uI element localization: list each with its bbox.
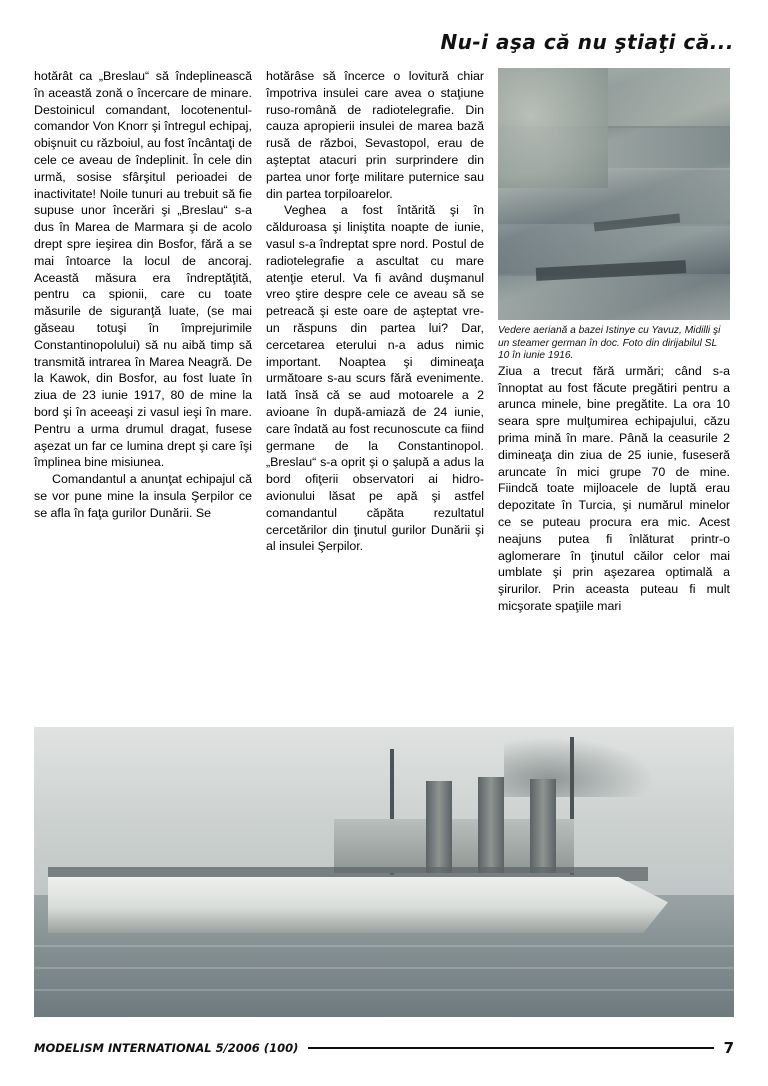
paragraph: Ziua a trecut fără urmări; când s-a înnoptat au fost făcute pregătiri pentru a arunca minele, bine pregătite. La ora 10 seara spre mulţumirea echipajului, căzu prima mină în mare. Până la ceasurile 2 dimineaţa din ziua de 25 iunie, fuseseră aruncate în mici grupe 70 de mine. Fiindcă toate mijloacele de luptă erau depozitate în Turcia, şi numărul minelor ce se puteau procura era mic. Acest neajuns putea fi înlăturat printr-o aglomerare în ţinutul căilor celor mai umblate şi prin aşezarea optimală a şirurilor. Prin aceasta puteau fi mult micşorate spaţiile mari: [498, 363, 730, 613]
paragraph: hotărâse să încerce o lovitură chiar împotriva insulei care avea o staţiune ruso-română de radiotelegrafie. Din cauza apropierii insulei de marea bază rusă de război, Sevastopol, erau de aşteptat atacuri prin surprindere din partea unor forţe militare puternice sau din partea torpiloarelor.: [266, 69, 484, 201]
aerial-photo-istinye-bay: [498, 68, 730, 320]
page-header: [34, 28, 734, 62]
paragraph: Comandantul a anunţat echipajul că se vor pune mine la insula Şerpilor ce se afla în faţa gurilor Dunării. Se: [34, 472, 252, 520]
photo-caption-top: Vedere aeriană a bazei Istinye cu Yavuz, Midilli şi un steamer german în doc. Foto din dirijabilul SL 10 în iunie 1916.: [498, 325, 721, 362]
article-columns: [34, 68, 734, 728]
column-two: [266, 68, 484, 728]
paragraph: Veghea a fost întărită şi în călduroasa şi liniştita noapte de iunie, vasul s-a îndreptat spre nord. Postul de radiotelegrafie a ascultat cu mare atenţie eterul. Va fi având duşmanul vreo ştire despre cele ce aveau să se petreacă şi este oare de aşteptat vre-un răspuns din partea lui? Dar, cercetarea eterului n-a adus nimic important. Noaptea şi dimineaţa următoare s-au scurs fără evenimente. Iată însă că se aud motoarele a 2 avioane în după-amiază de 24 iunie, care îndată au fost recunoscute ca fiind germane de la Constantinopol. „Breslau“ s-a oprit şi o şalupă a adus la bord ofiţerii observatori ai hidro-avionului lăsat pe apă şi astfel comandantul căpăta rezultatul cercetărilor din ţinutul gurilor Dunării şi al insulei Şerpilor.: [266, 203, 484, 554]
column-one: [34, 68, 252, 728]
paragraph: hotărât ca „Breslau“ să îndeplinească în această zonă o încercare de minare. Destoinicul comandant, locotenentul-comandor Von Knorr şi întregul echipaj, obişnuit cu războiul, au fost încântaţi de cele ce aveau de îndeplinit. În cele din urmă, sosise sfârşitul perioadei de inactivitate! Noile tunuri au trebuit să fie supuse unor încerări şi „Breslau“ s-a dus în Marea de Marmara şi de acolo drept spre ieşirea din Bosfor, fără a se mai întoarce la locul de ancoraj. Această măsura era îndreptăţită, pentru ca spionii, care cu toate măsurile de siguranţă luate, (se mai găseau totuşi în împrejurimile Constantinopolului) să nu aibă timp să transmită intrarea în Marea Neagră. De la Kawok, din Bosfor, au fost luate în ziua de 23 iunie 1917, 80 de mine la bord şi în aceeaşi zi vasul ieşi în mare. Pentru a urma drumul dragat, fusese aşezat un far ce lumina drept şi care îşi împlinea bine misiunea.: [34, 69, 252, 470]
page-footer: [34, 1036, 734, 1060]
footer-page-number: 7: [723, 1039, 734, 1057]
cruiser-breslau-photo: [34, 727, 734, 1017]
footer-divider: [308, 1047, 713, 1049]
column-three: [498, 68, 730, 728]
footer-publication: MODELISM INTERNATIONAL 5/2006 (100): [34, 1041, 299, 1055]
header-title: Nu-i aşa că nu ştiaţi că...: [440, 30, 734, 54]
